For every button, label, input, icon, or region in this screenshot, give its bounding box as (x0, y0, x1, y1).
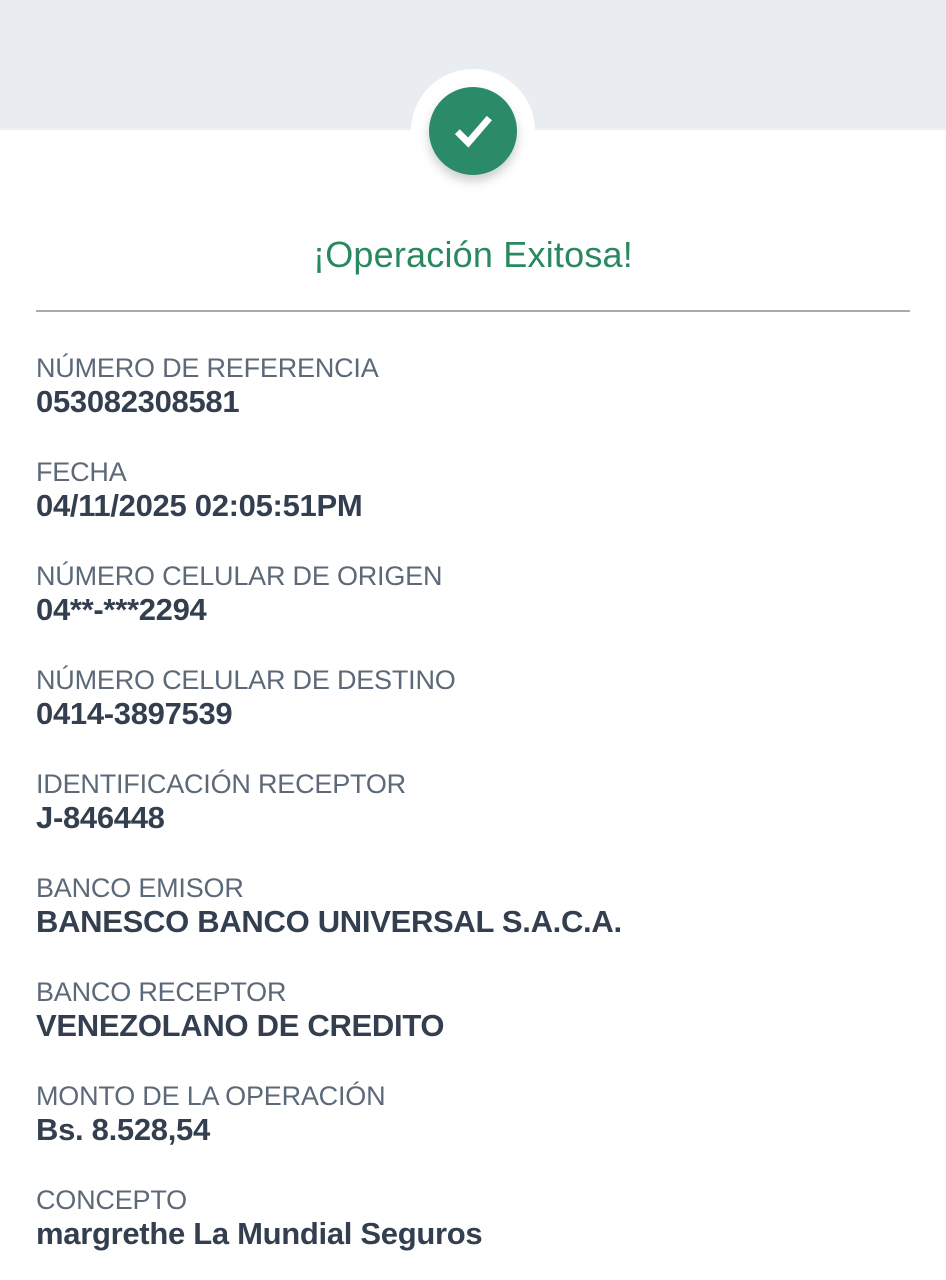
field-fecha (36, 455, 910, 523)
field-label: CONCEPTO (36, 1185, 187, 1215)
field-label: NÚMERO DE REFERENCIA (36, 353, 379, 383)
field-identificacion-receptor (36, 767, 910, 835)
field-label: IDENTIFICACIÓN RECEPTOR (36, 769, 406, 799)
field-monto-operacion (36, 1079, 910, 1147)
field-concepto (36, 1183, 910, 1251)
check-icon (443, 101, 503, 161)
field-value: BANESCO BANCO UNIVERSAL S.A.C.A. (36, 904, 622, 939)
receipt-fields (36, 351, 910, 1280)
success-icon-halo (411, 69, 535, 193)
field-label: FECHA (36, 457, 127, 487)
field-value: margrethe La Mundial Seguros (36, 1216, 483, 1251)
field-value: J-846448 (36, 800, 165, 835)
field-value: VENEZOLANO DE CREDITO (36, 1008, 445, 1043)
field-value: 053082308581 (36, 384, 240, 419)
field-value: 0414-3897539 (36, 696, 233, 731)
field-label: BANCO EMISOR (36, 873, 244, 903)
field-value: 04/11/2025 02:05:51PM (36, 488, 363, 523)
field-numero-referencia (36, 351, 910, 419)
field-banco-receptor (36, 975, 910, 1043)
field-label: MONTO DE LA OPERACIÓN (36, 1081, 386, 1111)
field-value: Bs. 8.528,54 (36, 1112, 210, 1147)
field-banco-emisor (36, 871, 910, 939)
success-title: ¡Operación Exitosa! (313, 234, 633, 275)
field-celular-destino (36, 663, 910, 731)
field-value: 04**-***2294 (36, 592, 207, 627)
field-label: NÚMERO CELULAR DE ORIGEN (36, 561, 443, 591)
divider-line (36, 310, 910, 312)
field-label: BANCO RECEPTOR (36, 977, 287, 1007)
success-circle (429, 87, 517, 175)
field-celular-origen (36, 559, 910, 627)
field-label: NÚMERO CELULAR DE DESTINO (36, 665, 456, 695)
